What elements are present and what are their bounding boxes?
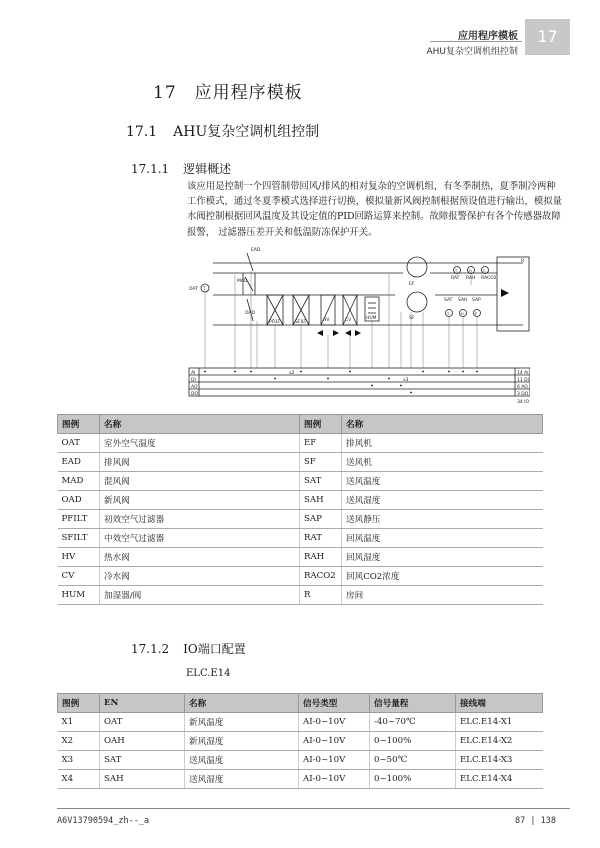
footer-doc-id: A6V13790594_zh--_a — [57, 816, 150, 826]
io-count-ai: 14 AI — [517, 371, 529, 376]
table-cell: 新风温度 — [185, 713, 299, 732]
table-cell: OAH — [100, 732, 185, 751]
hv-valve-icon — [317, 330, 323, 336]
io-col-name: 名称 — [185, 694, 299, 713]
table-row — [58, 567, 543, 586]
table-cell: 排风机 — [342, 434, 543, 453]
table-cell: ELC.E14-X2 — [456, 732, 543, 751]
table-row — [58, 529, 543, 548]
io-row-ai: AI — [191, 371, 196, 376]
exhaust-damper — [247, 253, 253, 271]
label-cv: CV — [345, 318, 352, 323]
table-row — [58, 548, 543, 567]
table-cell: HV — [58, 548, 100, 567]
table-cell: 0~50℃ — [370, 751, 456, 770]
table-row — [58, 732, 543, 751]
table-row — [58, 770, 543, 789]
logic-description: 该应用是控制一个四管制带回风/排风的相对复杂的空调机组，有冬季制热，夏季制冷两种工作模式，通过冬夏季模式选择进行切换，模拟量新风阀控制根据预设值进行输出，模拟量水阀控制根据回风温度及其设定值的PID回路运算来控制。故障报警保护有各个传感器故障报警， 过滤器压差开关和低温防冻保护开关。 — [187, 181, 563, 238]
table-row — [58, 586, 543, 605]
table-cell: -40~70℃ — [370, 713, 456, 732]
cv-valve-icon — [345, 330, 351, 336]
sym-oat-t: T — [203, 286, 206, 291]
table-cell: RACO2 — [300, 567, 342, 586]
subsection-heading-io — [131, 640, 246, 657]
label-hv: HV — [323, 318, 330, 323]
footer-page-number: 87 — [515, 816, 526, 826]
io-table — [57, 693, 543, 789]
table-cell: 0~100% — [370, 732, 456, 751]
table-cell: 送风湿度 — [342, 491, 543, 510]
table-cell: 初效空气过滤器 — [100, 510, 300, 529]
table-cell: 送风温度 — [342, 472, 543, 491]
table-row — [58, 491, 543, 510]
label-ef: EF — [409, 282, 415, 287]
subsection-heading-logic — [131, 160, 231, 177]
io-col-en: EN — [100, 694, 185, 713]
table-row — [58, 713, 543, 732]
table-cell: 中效空气过滤器 — [100, 529, 300, 548]
table-cell: X3 — [58, 751, 100, 770]
label-ead: EAD — [251, 248, 261, 253]
table-row — [58, 751, 543, 770]
sym-rat-t: T — [455, 269, 458, 273]
table-cell: PFILT — [58, 510, 100, 529]
label-sfilt: SFILT — [295, 320, 307, 325]
table-cell: 室外空气温度 — [100, 434, 300, 453]
table-cell: SF — [300, 453, 342, 472]
table-cell: R — [300, 586, 342, 605]
io-count-ao: 6 AO — [517, 385, 528, 390]
table-cell: 回风CO2浓度 — [342, 567, 543, 586]
table-cell: X4 — [58, 770, 100, 789]
io-col-signal-type: 信号类型 — [299, 694, 370, 713]
table-cell: RAT — [300, 529, 342, 548]
legend-header-row — [58, 415, 543, 434]
table-cell: X2 — [58, 732, 100, 751]
section-heading-number: 17.1 — [126, 124, 158, 140]
label-hum: HUM — [366, 316, 377, 321]
sym-rah-h: H — [469, 269, 472, 273]
sym-sah-h: H — [461, 312, 464, 316]
label-rat: RAT — [451, 276, 460, 281]
table-cell: SAT — [100, 751, 185, 770]
table-cell: SAH — [100, 770, 185, 789]
label-mad: MAD — [237, 279, 248, 284]
label-raco2: RACO2 — [481, 276, 497, 281]
io-row-ao: AO — [191, 385, 198, 390]
section-heading-title: AHU复杂空调机组控制 — [173, 124, 320, 140]
header-section-title: AHU复杂空调机组控制 — [426, 47, 518, 57]
table-cell: 送风湿度 — [185, 770, 299, 789]
table-cell: AI-0~10V — [299, 713, 370, 732]
sym-raco2-c: C — [483, 269, 486, 273]
subsection-logic-title: 逻辑概述 — [183, 162, 232, 176]
label-sap: SAP — [472, 298, 481, 303]
label-oat: OAT — [189, 287, 198, 292]
legend-col-symbol: 图例 — [58, 415, 100, 434]
io-count-di: 11 DI — [517, 378, 529, 383]
footer-page-info — [515, 816, 556, 826]
legend-table — [57, 414, 543, 605]
table-cell: AI-0~10V — [299, 751, 370, 770]
io-count-total: 34 IO — [517, 400, 530, 405]
table-cell: 热水阀 — [100, 548, 300, 567]
label-pfilt: PFILT — [269, 320, 281, 325]
table-cell: SAP — [300, 510, 342, 529]
table-cell: OAD — [58, 491, 100, 510]
table-cell: OAT — [58, 434, 100, 453]
table-cell: 冷水阀 — [100, 567, 300, 586]
table-cell: AI-0~10V — [299, 732, 370, 751]
table-cell: X1 — [58, 713, 100, 732]
footer-divider — [57, 808, 570, 809]
label-oad: OAD — [245, 311, 256, 316]
table-cell: CV — [58, 567, 100, 586]
label-sah: SAH — [458, 298, 468, 303]
table-cell: 送风机 — [342, 453, 543, 472]
sym-sat-t: T — [447, 312, 450, 316]
table-cell: EF — [300, 434, 342, 453]
label-x3: x3 — [403, 378, 409, 383]
section-heading — [126, 121, 319, 141]
footer-total-pages: 138 — [540, 816, 556, 826]
table-cell: 加湿器/阀 — [100, 586, 300, 605]
io-header-row — [58, 694, 543, 713]
table-row — [58, 472, 543, 491]
chapter-number-badge: 17 — [525, 19, 570, 55]
io-count-do: 3 DO — [517, 392, 529, 397]
legend-col-symbol-2: 图例 — [300, 415, 342, 434]
table-cell: ELC.E14-X4 — [456, 770, 543, 789]
table-cell: SAT — [300, 472, 342, 491]
io-col-terminal: 接线端 — [456, 694, 543, 713]
supply-fan — [407, 292, 427, 312]
table-cell: 新风阀 — [100, 491, 300, 510]
table-cell: 送风温度 — [185, 751, 299, 770]
subsection-io-number: 17.1.2 — [131, 642, 170, 656]
subsection-logic-number: 17.1.1 — [131, 162, 170, 176]
io-row-do: DO — [191, 392, 199, 397]
table-row — [58, 453, 543, 472]
subsection-io-title: IO端口配置 — [183, 642, 246, 656]
io-col-range: 信号量程 — [370, 694, 456, 713]
label-rah: RAH — [466, 276, 476, 281]
header-divider — [430, 41, 522, 42]
table-cell: OAT — [100, 713, 185, 732]
io-row-di: DI — [191, 378, 196, 383]
legend-col-name-2: 名称 — [342, 415, 543, 434]
table-cell: 新风湿度 — [185, 732, 299, 751]
label-room: R — [521, 259, 525, 264]
table-cell: 回风温度 — [342, 529, 543, 548]
table-cell: ELC.E14-X3 — [456, 751, 543, 770]
table-cell: SFILT — [58, 529, 100, 548]
chapter-heading — [153, 78, 303, 103]
table-cell: RAH — [300, 548, 342, 567]
table-row — [58, 510, 543, 529]
table-cell: SAH — [300, 491, 342, 510]
exhaust-fan — [407, 257, 427, 277]
table-cell: EAD — [58, 453, 100, 472]
outdoor-damper — [247, 299, 253, 321]
label-x2: x2 — [289, 371, 295, 376]
table-cell: HUM — [58, 586, 100, 605]
footer-separator: | — [530, 816, 536, 826]
table-cell: 房间 — [342, 586, 543, 605]
table-cell: ELC.E14-X1 — [456, 713, 543, 732]
table-row — [58, 434, 543, 453]
table-cell: MAD — [58, 472, 100, 491]
table-cell: 回风湿度 — [342, 548, 543, 567]
table-cell: 混风阀 — [100, 472, 300, 491]
supply-arrow-icon — [501, 289, 509, 297]
legend-col-name: 名称 — [100, 415, 300, 434]
ahu-schematic-diagram — [185, 245, 530, 407]
module-label: ELC.E14 — [186, 668, 231, 679]
sym-sap-p: P — [475, 312, 478, 316]
table-cell: AI-0~10V — [299, 770, 370, 789]
header-chapter-title: 应用程序模板 — [458, 31, 518, 42]
chapter-heading-number: 17 — [153, 83, 177, 103]
chapter-heading-title: 应用程序模板 — [194, 83, 303, 103]
table-cell: 0~100% — [370, 770, 456, 789]
table-cell: 排风阀 — [100, 453, 300, 472]
label-sf: SF — [409, 316, 415, 321]
label-sat: SAT — [444, 298, 453, 303]
table-cell: 送风静压 — [342, 510, 543, 529]
io-col-symbol: 图例 — [58, 694, 100, 713]
